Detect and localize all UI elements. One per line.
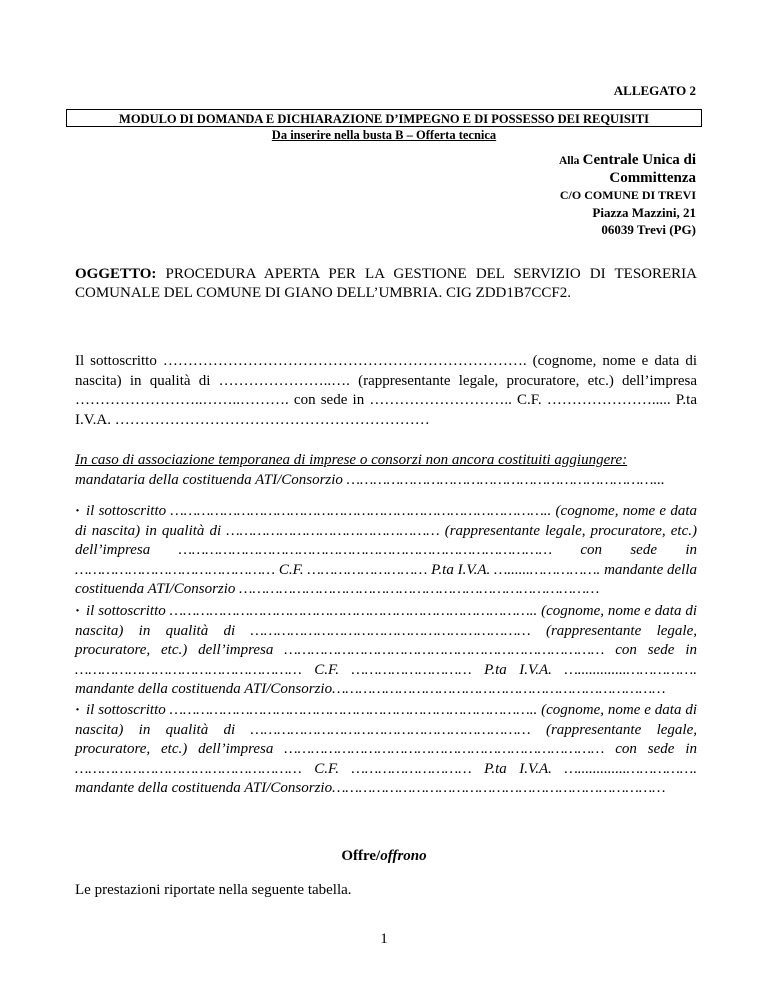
recipient-line-4: Piazza Mazzini, 21 <box>592 205 696 220</box>
recipient-alla: Alla <box>558 155 580 167</box>
recipient-line-1 <box>559 151 696 170</box>
oggetto-label: OGGETTO: <box>75 266 157 282</box>
oggetto-paragraph <box>75 265 697 303</box>
mandante-block-1 <box>75 502 697 600</box>
form-title: MODULO DI DOMANDA E DICHIARAZIONE D’IMPEGNO E DI POSSESSO DEI REQUISITI <box>66 109 702 127</box>
sottoscritto-paragraph: Il sottoscritto ………………………………………………………………. (cognome, nome e data di nascita) in qualità di …………………..…. (rappresentante legale, procuratore, etc.) dell’impresa ……………………..……..………. con sede in ……………………….. C.F. …………………..... P.ta I.V.A. ……………………………………………………… <box>75 353 697 428</box>
allegato-label: ALLEGATO 2 <box>613 83 696 98</box>
mandante-text-3: il sottoscritto ……………………………………………………………………….. (cognome, nome e data di nascita) in qualità di ……………………………………………………… (rappresentante legale, procuratore, etc.) dell’impresa ……………………………………………………………… con sede in …………………………………………… C.F. ……………………… P.ta I.V.A. ….............……………. mandante della costituenda ATI/Consorzio………………………………………………………………… <box>75 702 697 796</box>
offre-heading <box>0 848 768 865</box>
ati-heading: In caso di associazione temporanea di imprese o consorzi non ancora costituiti aggiungere: <box>75 452 628 468</box>
bullet-icon: · <box>75 702 81 718</box>
form-subtitle: Da inserire nella busta B – Offerta tecnica <box>271 128 497 142</box>
ati-section <box>75 451 697 490</box>
recipient-line-3: C/O COMUNE DI TREVI <box>559 188 696 202</box>
recipient-line-5: 06039 Trevi (PG) <box>601 222 696 237</box>
mandante-block-2 <box>75 602 697 700</box>
mandante-text-1: il sottoscritto ………………………………………………………………………….. (cognome, nome e data di nascita) in qualità di ………………………………………… (rappresentante legale, procuratore, etc.) dell’impresa ………………………………………………………………………… con sede in ……………………………………… C.F. ……………………… P.ta I.V.A. …......……………. mandante della costituenda ATI/Consorzio ……………………………………………………………………… <box>75 503 697 597</box>
recipient-address <box>559 151 696 238</box>
mandante-block-3 <box>75 701 697 799</box>
bullet-icon: · <box>75 503 81 519</box>
oggetto-text: PROCEDURA APERTA PER LA GESTIONE DEL SERVIZIO DI TESORERIA COMUNALE DEL COMUNE DI GIANO DELL’UMBRIA. CIG ZDD1B7CCF2. <box>75 266 697 301</box>
bullet-icon: · <box>75 603 81 619</box>
prestazioni-line: Le prestazioni riportate nella seguente tabella. <box>75 882 352 898</box>
mandante-text-2: il sottoscritto ……………………………………………………………………….. (cognome, nome e data di nascita) in qualità di ……………………………………………………… (rappresentante legale, procuratore, etc.) dell’impresa ……………………………………………………………… con sede in …………………………………………… C.F. ……………………… P.ta I.V.A. ….............……………. mandante della costituenda ATI/Consorzio………………………………………………………………… <box>75 603 697 697</box>
mandataria-line: mandataria della costituenda ATI/Consorzio ……………………………………………………………... <box>75 471 665 488</box>
offre-normal: Offre/ <box>341 848 381 864</box>
page-number: 1 <box>380 931 388 947</box>
offre-italic: offrono <box>380 848 427 864</box>
recipient-line-2: Committenza <box>609 170 696 186</box>
recipient-name: Centrale Unica di <box>582 152 696 168</box>
